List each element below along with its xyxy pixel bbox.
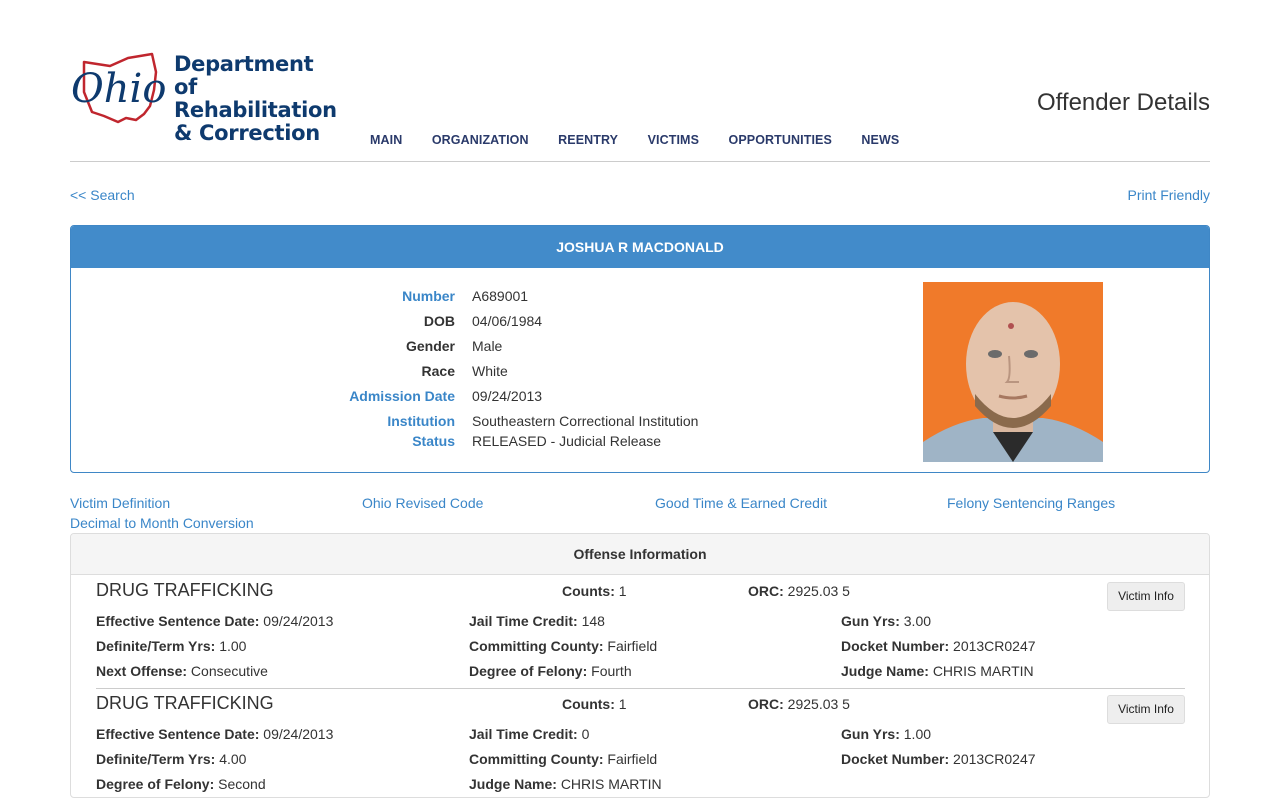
detail-value: 09/24/2013 [472,388,543,404]
nav-victims[interactable]: VICTIMS [647,133,700,147]
counts-field: Counts: 1 [562,696,627,712]
gun-years-field: Gun Yrs: 1.00 [841,726,932,742]
detail-value: White [472,363,508,379]
docket-number-field: Docket Number: 2013CR0247 [841,751,1036,767]
department-line-3: & Correction [174,121,320,145]
site-header [70,0,1210,162]
department-line-1: Department of [174,52,314,99]
nav-news[interactable]: NEWS [861,133,900,147]
jail-time-credit-field: Jail Time Credit: 148 [469,613,605,629]
victim-definition-link[interactable]: Victim Definition [70,495,171,511]
detail-value: A689001 [472,288,529,304]
department-line-2: Rehabilitation [174,98,337,122]
odrc-logo[interactable] [70,50,340,145]
gun-years-field: Gun Yrs: 3.00 [841,613,932,629]
offense-entry [96,688,1185,798]
mugshot-image [923,282,1103,462]
nav-reentry[interactable]: REENTRY [558,133,619,147]
felony-sentencing-ranges-link[interactable]: Felony Sentencing Ranges [947,495,1116,511]
detail-label: Number [402,288,455,304]
department-name [174,53,340,145]
detail-label: Gender [405,338,455,354]
good-time-earned-credit-link[interactable]: Good Time & Earned Credit [655,495,827,511]
ohio-state-logo-icon [70,50,170,126]
orc-field: ORC: 2925.03 5 [748,583,850,599]
back-to-search-link[interactable]: << Search [70,187,135,203]
nav-organization[interactable]: ORGANIZATION [431,133,529,147]
jail-time-credit-field: Jail Time Credit: 0 [469,726,590,742]
detail-row-institution [71,411,771,431]
main-nav [370,133,929,147]
degree-of-felony-field: Degree of Felony: Second [96,776,266,792]
detail-row-race [71,361,771,381]
effective-sentence-date-field: Effective Sentence Date: 09/24/2013 [96,613,334,629]
nav-opportunities[interactable]: OPPORTUNITIES [728,133,832,147]
detail-value: Southeastern Correctional Institution [472,413,699,429]
logo-script-text: Ohio [71,66,167,112]
detail-value: Male [472,338,503,354]
decimal-to-month-link[interactable]: Decimal to Month Conversion [70,515,254,531]
offender-photo [923,282,1103,462]
page-title: Offender Details [1037,89,1210,116]
detail-row-gender [71,336,771,356]
detail-label: DOB [423,313,455,329]
detail-row-admission-date [71,386,771,406]
detail-label: Race [421,363,455,379]
offense-title: DRUG TRAFFICKING [96,693,274,713]
offense-panel-title: Offense Information [71,534,1209,575]
detail-row-dob [71,311,771,331]
definite-term-years-field: Definite/Term Yrs: 1.00 [96,638,247,654]
offender-card [70,225,1210,473]
degree-of-felony-field: Degree of Felony: Fourth [469,663,632,679]
detail-value: RELEASED - Judicial Release [472,433,662,449]
definite-term-years-field: Definite/Term Yrs: 4.00 [96,751,247,767]
effective-sentence-date-field: Effective Sentence Date: 09/24/2013 [96,726,334,742]
victim-info-button[interactable]: Victim Info [1107,695,1185,724]
judge-name-field: Judge Name: CHRIS MARTIN [469,776,662,792]
detail-value: 04/06/1984 [472,313,543,329]
offense-title: DRUG TRAFFICKING [96,580,274,600]
judge-name-field: Judge Name: CHRIS MARTIN [841,663,1034,679]
committing-county-field: Committing County: Fairfield [469,638,658,654]
docket-number-field: Docket Number: 2013CR0247 [841,638,1036,654]
detail-label: Admission Date [349,388,455,404]
detail-row-number [71,286,771,306]
ohio-revised-code-link[interactable]: Ohio Revised Code [362,495,484,511]
resource-links [70,495,1210,535]
nav-main[interactable]: MAIN [370,133,403,147]
detail-label: Status [412,433,455,449]
offender-name: JOSHUA R MACDONALD [71,226,1209,268]
offense-entry [96,576,1185,688]
detail-label: Institution [387,413,455,429]
offense-panel [70,533,1210,798]
victim-info-button[interactable]: Victim Info [1107,582,1185,611]
committing-county-field: Committing County: Fairfield [469,751,658,767]
next-offense-field: Next Offense: Consecutive [96,663,268,679]
counts-field: Counts: 1 [562,583,627,599]
orc-field: ORC: 2925.03 5 [748,696,850,712]
print-friendly-link[interactable]: Print Friendly [1127,187,1210,203]
detail-row-status [71,431,771,451]
